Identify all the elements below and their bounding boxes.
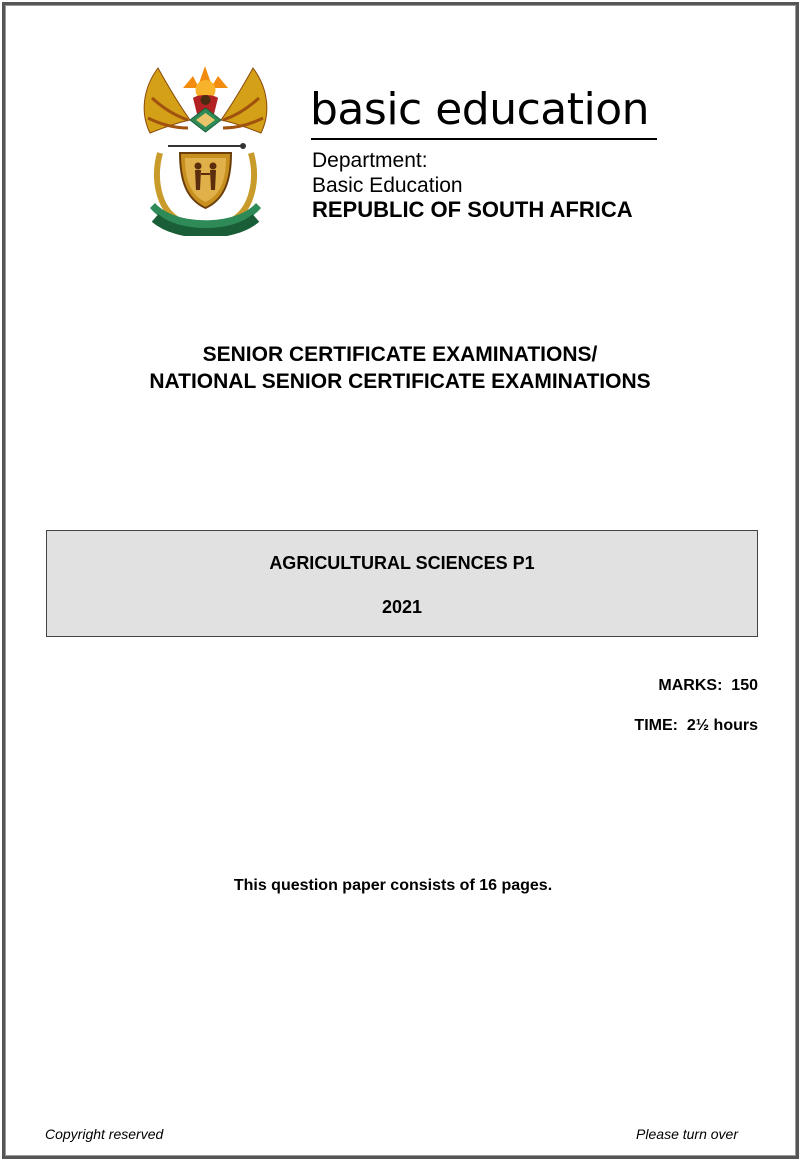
brand-divider	[311, 138, 657, 140]
subject-title: AGRICULTURAL SCIENCES P1	[269, 553, 535, 573]
brand-title: basic education	[310, 84, 650, 135]
subject-box	[46, 530, 758, 637]
department-name: Basic Education	[312, 174, 463, 197]
footer-copyright: Copyright reserved	[45, 1126, 164, 1142]
subject-year: 2021	[381, 597, 423, 617]
department-label: Department:	[312, 149, 428, 172]
marks-label: MARKS: 150	[658, 677, 758, 694]
footer-turn-over: Please turn over	[636, 1126, 738, 1142]
exam-heading-line2: NATIONAL SENIOR CERTIFICATE EXAMINATIONS	[149, 370, 651, 393]
country-name: REPUBLIC OF SOUTH AFRICA	[312, 197, 633, 222]
exam-heading-line1: SENIOR CERTIFICATE EXAMINATIONS/	[202, 343, 598, 366]
south-africa-coat-of-arms-icon	[138, 58, 273, 236]
page-count-note: This question paper consists of 16 pages.	[233, 877, 553, 894]
time-label: TIME: 2½ hours	[634, 717, 758, 734]
